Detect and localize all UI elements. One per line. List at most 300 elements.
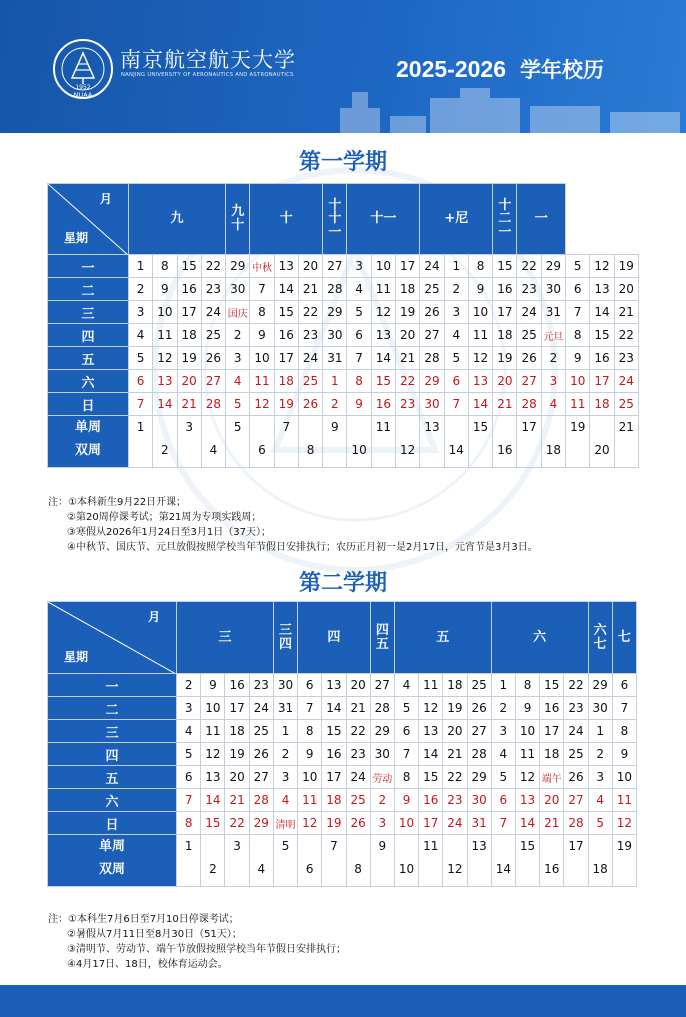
date-cell: 19 xyxy=(225,743,249,766)
note-text: ①本科新生9月22日开课； xyxy=(68,497,187,508)
double-week-number: 16 xyxy=(497,443,513,457)
date-cell: 17 xyxy=(493,301,517,324)
date-cell: 10 xyxy=(566,370,590,393)
date-cell: 6 xyxy=(566,278,590,301)
date-cell: 2 xyxy=(370,789,394,812)
date-cell: 1 xyxy=(588,720,612,743)
note-line xyxy=(48,495,538,510)
date-cell: 1 xyxy=(128,255,152,278)
date-cell: 8 xyxy=(347,370,371,393)
date-cell: 12 xyxy=(201,743,225,766)
date-cell: 16 xyxy=(322,743,346,766)
date-cell: 24 xyxy=(201,301,225,324)
weekday-label: 日 xyxy=(48,812,177,835)
date-cell: 23 xyxy=(564,697,588,720)
single-week-number xyxy=(347,835,370,858)
double-week-number: 4 xyxy=(209,443,218,457)
week-number-cell xyxy=(322,835,346,887)
date-cell: 24 xyxy=(564,720,588,743)
date-cell: 10 xyxy=(612,766,636,789)
date-cell: 30 xyxy=(226,278,250,301)
date-cell: 28 xyxy=(467,743,491,766)
note-line: ④4月17日、18日，校体育运动会。 xyxy=(67,959,228,970)
single-week-number xyxy=(443,835,466,858)
university-name: 南京航空航天大学 xyxy=(120,48,296,72)
single-week-number xyxy=(395,835,418,858)
date-cell: 17 xyxy=(540,720,564,743)
date-cell: 30 xyxy=(467,789,491,812)
date-cell: 21 xyxy=(225,789,249,812)
date-cell: 25 xyxy=(201,324,225,347)
date-cell: 14 xyxy=(201,789,225,812)
weekday-label: 一 xyxy=(48,255,129,278)
date-cell: 11 xyxy=(298,789,322,812)
academic-year: 2025-2026 xyxy=(396,56,506,82)
double-week-number: 6 xyxy=(305,862,314,876)
month-header: 四 xyxy=(298,602,371,674)
double-week-number xyxy=(613,858,636,881)
date-cell: 9 xyxy=(468,278,492,301)
date-cell: 8 xyxy=(515,674,539,697)
date-cell: 21 xyxy=(346,697,370,720)
note-line: ②暑假从7月11日至8月30日（51天）； xyxy=(67,929,242,940)
date-cell: 17 xyxy=(396,255,420,278)
date-cell: 13 xyxy=(153,370,177,393)
date-cell: 29 xyxy=(249,812,273,835)
note-line: ③清明节、劳动节、端午节放假按照学校当年节假日安排执行； xyxy=(67,944,346,955)
date-cell: 27 xyxy=(467,720,491,743)
month-header: 六 七 xyxy=(588,602,612,674)
weekday-row xyxy=(48,301,639,324)
date-cell: 18 xyxy=(443,674,467,697)
date-cell: 29 xyxy=(226,255,250,278)
date-cell: 19 xyxy=(493,347,517,370)
date-cell: 18 xyxy=(540,743,564,766)
date-cell: 2 xyxy=(588,743,612,766)
date-cell: 22 xyxy=(201,255,225,278)
date-cell: 6 xyxy=(298,674,322,697)
calendar-label: 学年校历 xyxy=(520,58,604,82)
date-cell: 12 xyxy=(298,812,322,835)
week-number-cell xyxy=(564,835,588,887)
double-week-number: 8 xyxy=(354,862,362,876)
date-cell: 14 xyxy=(274,278,298,301)
month-header: 十一 xyxy=(347,184,420,255)
date-cell: 23 xyxy=(396,393,420,416)
double-week-number xyxy=(178,439,201,462)
date-cell: 12 xyxy=(468,347,492,370)
semester2-calendar-table xyxy=(47,601,637,887)
date-cell: 27 xyxy=(201,370,225,393)
date-cell: 11 xyxy=(153,324,177,347)
double-week-number: 4 xyxy=(257,862,266,876)
month-header: 一 xyxy=(517,184,566,255)
date-cell: 9 xyxy=(153,278,177,301)
week-number-cell xyxy=(298,835,322,887)
week-number-cell xyxy=(177,835,201,887)
date-cell: 9 xyxy=(566,347,590,370)
weekday-label: 五 xyxy=(48,347,129,370)
date-cell: 15 xyxy=(540,674,564,697)
date-cell: 25 xyxy=(614,393,638,416)
note-line xyxy=(48,912,346,927)
date-cell: 6 xyxy=(444,370,468,393)
date-cell: 9 xyxy=(250,324,274,347)
date-cell: 11 xyxy=(612,789,636,812)
date-cell: 4 xyxy=(347,278,371,301)
date-cell: 14 xyxy=(322,697,346,720)
date-cell: 3 xyxy=(541,370,565,393)
date-cell: 20 xyxy=(493,370,517,393)
double-week-number xyxy=(275,439,298,462)
date-cell: 4 xyxy=(128,324,152,347)
weekday-row xyxy=(48,393,639,416)
holiday-cell: 端午 xyxy=(540,766,564,789)
date-cell: 22 xyxy=(614,324,638,347)
date-cell: 8 xyxy=(468,255,492,278)
date-cell: 27 xyxy=(517,370,541,393)
date-cell: 2 xyxy=(177,674,201,697)
header-banner xyxy=(0,0,686,133)
date-cell: 18 xyxy=(396,278,420,301)
single-week-number xyxy=(202,416,225,439)
double-week-number: 12 xyxy=(447,862,463,876)
double-week-number: 2 xyxy=(209,862,217,876)
weekday-row xyxy=(48,720,637,743)
week-number-cell xyxy=(298,416,322,468)
date-cell: 24 xyxy=(346,766,370,789)
date-cell: 1 xyxy=(491,674,515,697)
date-cell: 22 xyxy=(225,812,249,835)
single-week-number xyxy=(492,835,515,858)
month-header: 九 十 xyxy=(226,184,250,255)
date-cell: 5 xyxy=(588,812,612,835)
date-cell: 23 xyxy=(201,278,225,301)
date-cell: 27 xyxy=(420,324,444,347)
double-week-number xyxy=(372,439,395,462)
date-cell: 21 xyxy=(614,301,638,324)
date-cell: 1 xyxy=(323,370,347,393)
date-cell: 9 xyxy=(515,697,539,720)
single-week-number: 1 xyxy=(184,839,193,853)
date-cell: 8 xyxy=(394,766,418,789)
single-week-number xyxy=(201,835,224,858)
note-line: ③寒假从2026年1月24日至3月1日（37天）； xyxy=(67,527,271,538)
date-cell: 2 xyxy=(444,278,468,301)
date-cell: 11 xyxy=(201,720,225,743)
date-cell: 31 xyxy=(273,697,297,720)
university-seal-icon xyxy=(52,38,114,100)
date-cell: 2 xyxy=(128,278,152,301)
date-cell: 22 xyxy=(396,370,420,393)
date-cell: 26 xyxy=(201,347,225,370)
week-number-cell xyxy=(444,416,468,468)
single-week-number: 9 xyxy=(331,420,339,434)
date-cell: 20 xyxy=(443,720,467,743)
single-week-label: 单周 xyxy=(74,420,101,435)
date-cell: 5 xyxy=(347,301,371,324)
date-cell: 25 xyxy=(517,324,541,347)
date-cell: 17 xyxy=(177,301,201,324)
date-cell: 19 xyxy=(274,393,298,416)
double-week-number xyxy=(225,858,248,881)
holiday-cell: 国庆 xyxy=(226,301,250,324)
date-cell: 7 xyxy=(566,301,590,324)
single-week-number: 13 xyxy=(471,839,487,853)
date-cell: 20 xyxy=(614,278,638,301)
single-week-number: 11 xyxy=(375,420,392,434)
week-number-cell xyxy=(468,416,492,468)
single-week-number xyxy=(589,835,612,858)
double-week-number: 14 xyxy=(495,862,511,876)
double-week-number xyxy=(516,858,539,881)
date-cell: 12 xyxy=(419,697,443,720)
date-cell: 16 xyxy=(540,697,564,720)
week-number-cell xyxy=(467,835,491,887)
date-cell: 6 xyxy=(128,370,152,393)
single-week-number: 5 xyxy=(233,420,242,434)
weekday-row xyxy=(48,347,639,370)
date-cell: 13 xyxy=(590,278,614,301)
week-number-cell xyxy=(515,835,539,887)
date-cell: 13 xyxy=(274,255,298,278)
double-week-number xyxy=(564,858,587,881)
week-number-cell xyxy=(540,835,564,887)
holiday-cell: 元旦 xyxy=(541,324,565,347)
date-cell: 19 xyxy=(396,301,420,324)
date-cell: 5 xyxy=(394,697,418,720)
date-cell: 17 xyxy=(322,766,346,789)
date-cell: 21 xyxy=(396,347,420,370)
date-cell: 14 xyxy=(371,347,395,370)
date-cell: 27 xyxy=(564,789,588,812)
date-cell: 7 xyxy=(128,393,152,416)
single-week-label: 单周 xyxy=(99,839,126,854)
date-cell: 28 xyxy=(201,393,225,416)
semester2-notes xyxy=(48,912,346,972)
date-cell: 15 xyxy=(371,370,395,393)
week-number-cell xyxy=(590,416,614,468)
single-week-number: 19 xyxy=(570,420,586,434)
date-cell: 12 xyxy=(153,347,177,370)
date-cell: 2 xyxy=(273,743,297,766)
week-number-cell xyxy=(612,835,636,887)
date-cell: 5 xyxy=(444,347,468,370)
date-cell: 20 xyxy=(225,766,249,789)
week-number-cell xyxy=(396,416,420,468)
week-number-cell xyxy=(566,416,590,468)
date-cell: 26 xyxy=(249,743,273,766)
date-cell: 14 xyxy=(590,301,614,324)
date-cell: 11 xyxy=(566,393,590,416)
date-cell: 22 xyxy=(517,255,541,278)
date-cell: 23 xyxy=(298,324,322,347)
date-cell: 24 xyxy=(298,347,322,370)
holiday-cell: 中秋 xyxy=(250,255,274,278)
double-week-number xyxy=(420,439,443,462)
notes-label: 注： xyxy=(48,497,68,508)
semester2-title: 第二学期 xyxy=(298,571,387,596)
date-cell: 1 xyxy=(444,255,468,278)
date-cell: 5 xyxy=(566,255,590,278)
double-week-number xyxy=(469,439,492,462)
date-cell: 14 xyxy=(419,743,443,766)
weekday-label: 日 xyxy=(48,393,129,416)
month-header: 十二 一 xyxy=(493,184,517,255)
date-cell: 24 xyxy=(249,697,273,720)
date-cell: 11 xyxy=(250,370,274,393)
week-number-cell xyxy=(201,835,225,887)
week-number-cell xyxy=(346,835,370,887)
date-cell: 9 xyxy=(298,743,322,766)
week-number-cell xyxy=(323,416,347,468)
date-cell: 3 xyxy=(491,720,515,743)
footer-bar xyxy=(0,985,686,1017)
date-cell: 30 xyxy=(541,278,565,301)
date-cell: 6 xyxy=(177,766,201,789)
date-cell: 5 xyxy=(491,766,515,789)
date-cell: 26 xyxy=(564,766,588,789)
double-week-number xyxy=(226,439,249,462)
date-cell: 8 xyxy=(153,255,177,278)
weekday-label: 六 xyxy=(48,789,177,812)
seal-year-text: 1952 xyxy=(75,84,91,91)
weekday-label: 一 xyxy=(48,674,177,697)
week-type-label xyxy=(48,416,129,468)
week-number-cell xyxy=(588,835,612,887)
date-cell: 21 xyxy=(493,393,517,416)
date-cell: 14 xyxy=(515,812,539,835)
single-week-number: 7 xyxy=(330,839,338,853)
single-week-number: 9 xyxy=(378,839,387,853)
date-cell: 25 xyxy=(467,674,491,697)
date-cell: 3 xyxy=(444,301,468,324)
date-cell: 29 xyxy=(323,301,347,324)
university-english-name: NANJING UNIVERSITY OF AERONAUTICS AND ASTRONAUTICS xyxy=(121,72,294,78)
weekday-axis-label: 星期 xyxy=(64,650,89,664)
date-cell: 12 xyxy=(515,766,539,789)
date-cell: 26 xyxy=(346,812,370,835)
week-number-cell xyxy=(370,835,394,887)
date-cell: 22 xyxy=(298,301,322,324)
date-cell: 8 xyxy=(177,812,201,835)
date-cell: 7 xyxy=(298,697,322,720)
single-week-number xyxy=(542,416,565,439)
date-cell: 4 xyxy=(491,743,515,766)
date-cell: 13 xyxy=(201,766,225,789)
date-cell: 2 xyxy=(491,697,515,720)
double-week-number: 10 xyxy=(351,443,367,457)
double-week-label: 双周 xyxy=(74,443,101,458)
date-cell: 22 xyxy=(346,720,370,743)
note-text: ①本科生7月6日至7月10日停课考试； xyxy=(68,914,239,925)
date-cell: 16 xyxy=(371,393,395,416)
weekday-label: 二 xyxy=(48,278,129,301)
semester1-title: 第一学期 xyxy=(298,150,387,175)
date-cell: 15 xyxy=(590,324,614,347)
date-cell: 24 xyxy=(517,301,541,324)
double-week-number: 6 xyxy=(258,443,266,457)
date-cell: 31 xyxy=(323,347,347,370)
date-cell: 21 xyxy=(540,812,564,835)
date-cell: 11 xyxy=(371,278,395,301)
weekday-row xyxy=(48,674,637,697)
week-number-cell xyxy=(249,835,273,887)
date-cell: 9 xyxy=(612,743,636,766)
week-number-cell xyxy=(371,416,395,468)
month-axis-label: 月 xyxy=(99,192,112,206)
date-cell: 15 xyxy=(322,720,346,743)
date-cell: 26 xyxy=(517,347,541,370)
single-week-number: 5 xyxy=(281,839,290,853)
month-header: 七 xyxy=(612,602,636,674)
week-number-cell xyxy=(491,835,515,887)
date-cell: 23 xyxy=(614,347,638,370)
month-header: +尼 xyxy=(420,184,493,255)
date-cell: 28 xyxy=(420,347,444,370)
weekday-label: 五 xyxy=(48,766,177,789)
date-cell: 27 xyxy=(323,255,347,278)
date-cell: 25 xyxy=(346,789,370,812)
date-cell: 7 xyxy=(491,812,515,835)
date-cell: 23 xyxy=(443,789,467,812)
date-cell: 10 xyxy=(371,255,395,278)
date-cell: 28 xyxy=(517,393,541,416)
date-cell: 26 xyxy=(467,697,491,720)
date-cell: 10 xyxy=(298,766,322,789)
double-week-number xyxy=(323,439,346,462)
double-week-number xyxy=(566,439,589,462)
date-cell: 3 xyxy=(588,766,612,789)
date-cell: 21 xyxy=(443,743,467,766)
single-week-number xyxy=(250,835,273,858)
date-cell: 30 xyxy=(273,674,297,697)
date-cell: 3 xyxy=(347,255,371,278)
double-week-number xyxy=(322,858,345,881)
date-cell: 13 xyxy=(468,370,492,393)
weekday-row xyxy=(48,278,639,301)
date-cell: 29 xyxy=(370,720,394,743)
date-cell: 16 xyxy=(419,789,443,812)
double-week-number: 10 xyxy=(398,862,415,876)
month-header: 九 xyxy=(128,184,225,255)
date-cell: 15 xyxy=(419,766,443,789)
notes-label: 注： xyxy=(48,914,68,925)
date-cell: 6 xyxy=(347,324,371,347)
date-cell: 4 xyxy=(394,674,418,697)
date-cell: 22 xyxy=(443,766,467,789)
date-cell: 3 xyxy=(128,301,152,324)
week-type-label xyxy=(48,835,177,887)
weekday-row xyxy=(48,255,639,278)
weekday-row xyxy=(48,324,639,347)
date-cell: 12 xyxy=(612,812,636,835)
date-cell: 9 xyxy=(201,674,225,697)
date-cell: 29 xyxy=(541,255,565,278)
date-cell: 23 xyxy=(249,674,273,697)
date-cell: 12 xyxy=(250,393,274,416)
date-cell: 23 xyxy=(346,743,370,766)
week-number-cell xyxy=(250,416,274,468)
date-cell: 25 xyxy=(564,743,588,766)
double-week-label: 双周 xyxy=(99,862,126,877)
date-cell: 2 xyxy=(226,324,250,347)
date-cell: 11 xyxy=(468,324,492,347)
single-week-number xyxy=(299,416,322,439)
single-week-number xyxy=(540,835,563,858)
double-week-number: 18 xyxy=(592,862,608,876)
date-cell: 29 xyxy=(467,766,491,789)
